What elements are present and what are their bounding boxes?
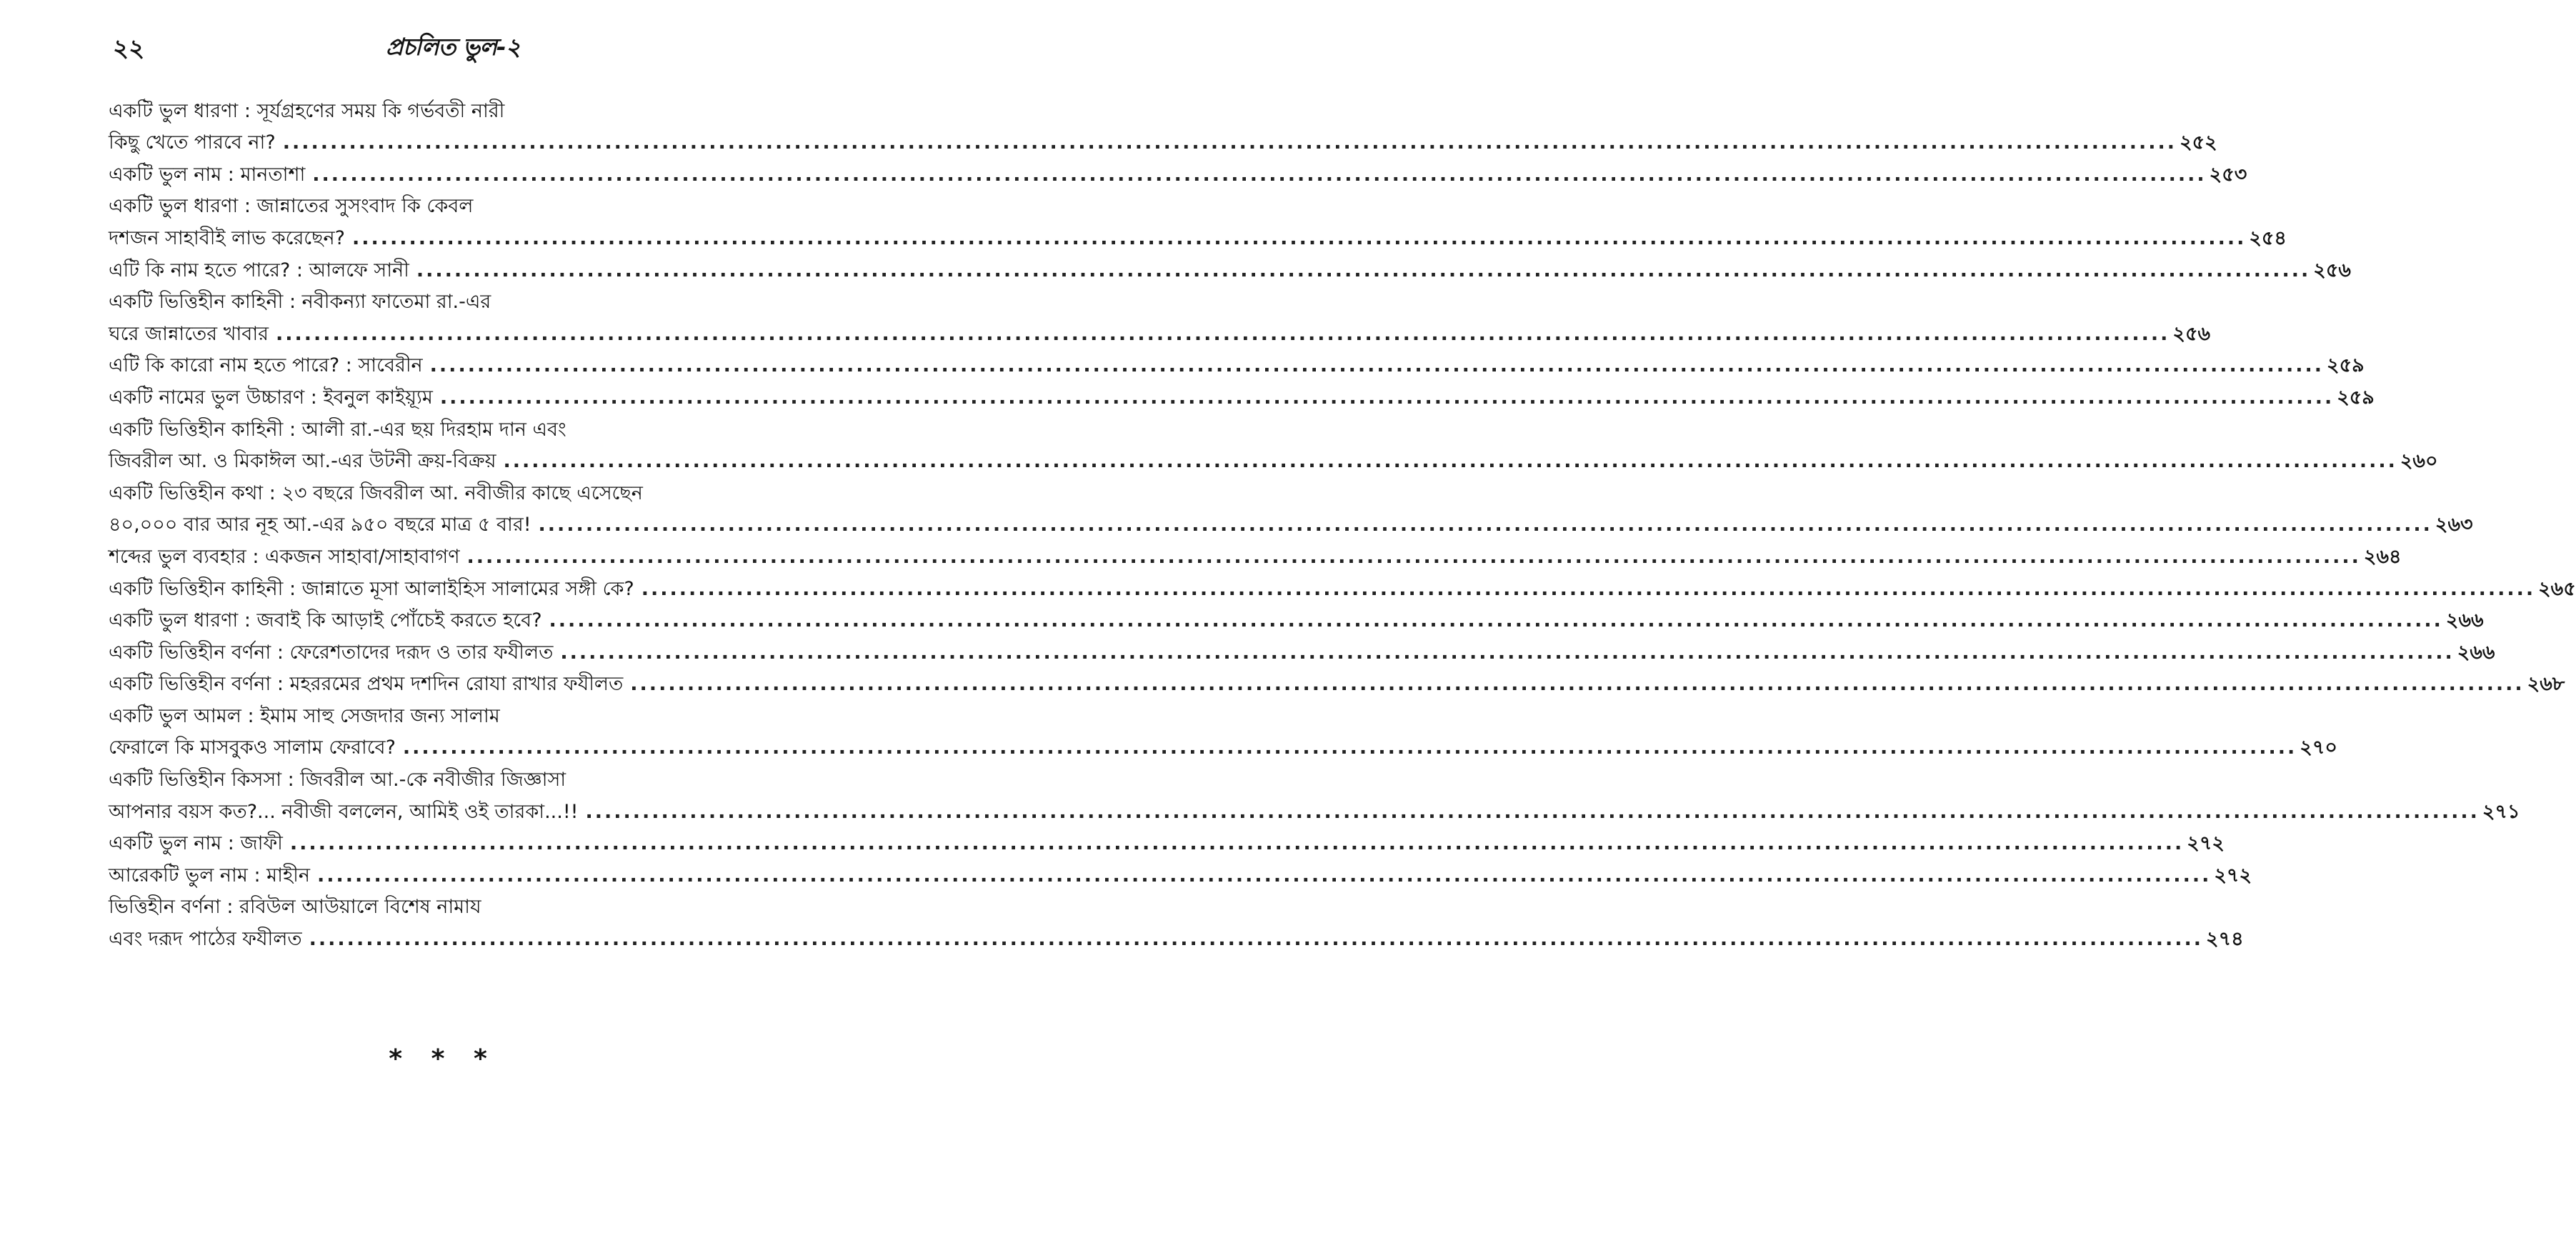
toc-entry — [109, 824, 2225, 857]
toc-entry-page: ২৫৯ — [2337, 386, 2375, 409]
toc-entry-page: ২৭২ — [2187, 832, 2225, 855]
toc-entry — [109, 155, 2247, 187]
toc-entry — [109, 346, 2365, 379]
toc-entry-page: ২৭২ — [2214, 864, 2252, 887]
toc-entry-page: ২৬০ — [2400, 450, 2438, 473]
toc-entry — [109, 410, 794, 442]
toc-entry — [109, 729, 2337, 761]
toc-entry-page: ২৬৬ — [2457, 641, 2495, 664]
toc-entry — [109, 91, 794, 124]
toc-entry-title: এটি কি নাম হতে পারে? : আলফে সানী — [109, 259, 409, 281]
toc-entry-title: ঘরে জান্নাতের খাবার — [109, 322, 269, 345]
toc-entry-title: দশজন সাহাবীই লাভ করেছেন? — [109, 226, 345, 249]
toc-entry-title: শব্দের ভুল ব্যবহার : একজন সাহাবা/সাহাবাগণ — [109, 545, 460, 568]
toc-entry-page: ২৫৬ — [2313, 259, 2351, 281]
toc-entry-title: জিবরীল আ. ও মিকাঈল আ.-এর উটনী ক্রয়-বিক্রয় — [109, 450, 496, 473]
toc-entry-page: ২৫৬ — [2172, 322, 2211, 345]
toc-entry — [109, 697, 794, 729]
dot-leader: ........................................................................................................................................................................................................ — [538, 514, 2432, 536]
toc-entry-page: ২৫৩ — [2209, 163, 2247, 186]
toc-entry — [109, 124, 2217, 156]
toc-entry — [109, 919, 2244, 952]
toc-entry — [109, 537, 2402, 569]
toc-entry-title: এবং দরূদ পাঠের ফযীলত — [109, 928, 302, 951]
page-number: ২২ — [113, 34, 145, 63]
toc-entry — [109, 888, 794, 920]
dot-leader: ........................................................................................................................................................................................................ — [276, 322, 2170, 345]
dot-leader: ........................................................................................................................................................................................................ — [402, 737, 2297, 759]
toc-entry-title: একটি ভুল ধারণা : জবাই কি আড়াই পোঁচেই করতে হবে? — [109, 609, 542, 632]
toc-entry — [109, 187, 794, 219]
toc-entry — [109, 506, 2473, 538]
toc-entry-title: একটি ভিত্তিহীন বর্ণনা : ফেরেশতাদের দরূদ ও তার ফযীলত — [109, 641, 554, 664]
toc-entry-title: একটি নামের ভুল উচ্চারণ : ইবনুল কাইয়্যূম — [109, 386, 433, 409]
table-of-contents — [109, 91, 2576, 952]
dot-leader: ........................................................................................................................................................................................................ — [429, 354, 2325, 377]
toc-entry-page: ২৫৯ — [2327, 354, 2365, 377]
toc-entry — [109, 601, 2484, 634]
dot-leader: ........................................................................................................................................................................................................ — [585, 800, 2480, 823]
toc-entry-page: ২৫৪ — [2249, 226, 2287, 249]
running-header: প্রচলিত ভুল-২ — [386, 33, 521, 61]
dot-leader: ........................................................................................................................................................................................................ — [466, 545, 2361, 568]
toc-entry — [109, 314, 2211, 346]
toc-entry-title: একটি ভুল ধারণা : সূর্যগ্রহণের সময় কি গর্ভবতী নারী — [109, 99, 505, 122]
dot-leader: ........................................................................................................................................................................................................ — [630, 673, 2525, 696]
toc-entry — [109, 665, 2565, 697]
toc-entry-page: ২৬৫ — [2538, 577, 2576, 600]
section-end-mark: * * * — [389, 1044, 497, 1074]
toc-entry-title: কিছু খেতে পারবে না? — [109, 131, 276, 154]
toc-entry-title: আপনার বয়স কত?... নবীজী বললেন, আমিই ওই তারকা...!! — [109, 800, 579, 823]
toc-entry-page: ২৭০ — [2300, 737, 2337, 759]
toc-entry-title: একটি ভুল ধারণা : জান্নাতের সুসংবাদ কি কেবল — [109, 195, 474, 218]
toc-entry — [109, 219, 2287, 251]
toc-entry-page: ২৬৮ — [2527, 673, 2565, 696]
dot-leader: ........................................................................................................................................................................................................ — [416, 259, 2311, 281]
toc-entry — [109, 442, 2438, 474]
toc-entry — [109, 856, 2252, 888]
toc-entry-title: একটি ভিত্তিহীন কাহিনী : নবীকন্যা ফাতেমা রা.-এর — [109, 291, 491, 314]
toc-entry-page: ২৬৬ — [2445, 609, 2484, 632]
toc-entry-page: ২৬৩ — [2435, 514, 2473, 536]
toc-entry-title: একটি ভুল আমল : ইমাম সাহু সেজদার জন্য সালাম — [109, 704, 500, 727]
dot-leader: ........................................................................................................................................................................................................ — [560, 641, 2455, 664]
toc-entry-page: ২৭১ — [2482, 800, 2520, 823]
dot-leader: ........................................................................................................................................................................................................ — [309, 928, 2204, 951]
dot-leader: ........................................................................................................................................................................................................ — [282, 131, 2177, 154]
dot-leader: ........................................................................................................................................................................................................ — [351, 226, 2247, 249]
toc-entry — [109, 378, 2375, 410]
toc-entry-title: একটি ভিত্তিহীন কিসসা : জিবরীল আ.-কে নবীজীর জিজ্ঞাসা — [109, 769, 566, 792]
toc-entry — [109, 474, 794, 506]
dot-leader: ........................................................................................................................................................................................................ — [503, 450, 2397, 473]
toc-entry — [109, 633, 2495, 665]
toc-entry-page: ২৭৪ — [2206, 928, 2244, 951]
toc-entry-title: আরেকটি ভুল নাম : মাহীন — [109, 864, 310, 887]
dot-leader: ........................................................................................................................................................................................................ — [641, 577, 2536, 600]
dot-leader: ........................................................................................................................................................................................................ — [316, 864, 2212, 887]
toc-entry-title: ফেরালে কি মাসবুকও সালাম ফেরাবে? — [109, 737, 396, 759]
toc-entry — [109, 760, 794, 792]
toc-entry-page: ২৬৪ — [2363, 545, 2402, 568]
dot-leader: ........................................................................................................................................................................................................ — [289, 832, 2185, 855]
toc-entry — [109, 792, 2520, 824]
toc-entry-page: ২৫২ — [2180, 131, 2217, 154]
toc-entry — [109, 569, 2576, 601]
dot-leader: ........................................................................................................................................................................................................ — [312, 163, 2207, 186]
toc-entry — [109, 251, 2351, 283]
dot-leader: ........................................................................................................................................................................................................ — [549, 609, 2443, 632]
toc-entry-title: একটি ভিত্তিহীন বর্ণনা : মহররমের প্রথম দশদিন রোযা রাখার ফযীলত — [109, 673, 624, 696]
toc-entry-title: ভিত্তিহীন বর্ণনা : রবিউল আউয়ালে বিশেষ নামায — [109, 896, 481, 919]
toc-entry-title: এটি কি কারো নাম হতে পারে? : সাবেরীন — [109, 354, 423, 377]
toc-entry-title: একটি ভুল নাম : জাফী — [109, 832, 283, 855]
toc-entry-title: একটি ভিত্তিহীন কথা : ২৩ বছরে জিবরীল আ. নবীজীর কাছে এসেছেন — [109, 481, 643, 504]
toc-entry-title: একটি ভিত্তিহীন কাহিনী : আলী রা.-এর ছয় দিরহাম দান এবং — [109, 418, 566, 441]
dot-leader: ........................................................................................................................................................................................................ — [439, 386, 2335, 409]
toc-entry — [109, 283, 794, 315]
toc-entry-title: ৪০,০০০ বার আর নূহ আ.-এর ৯৫০ বছরে মাত্র ৫ বার! — [109, 514, 531, 536]
toc-entry-title: একটি ভিত্তিহীন কাহিনী : জান্নাতে মূসা আলাইহিস সালামের সঙ্গী কে? — [109, 577, 634, 600]
toc-entry-title: একটি ভুল নাম : মানতাশা — [109, 163, 306, 186]
